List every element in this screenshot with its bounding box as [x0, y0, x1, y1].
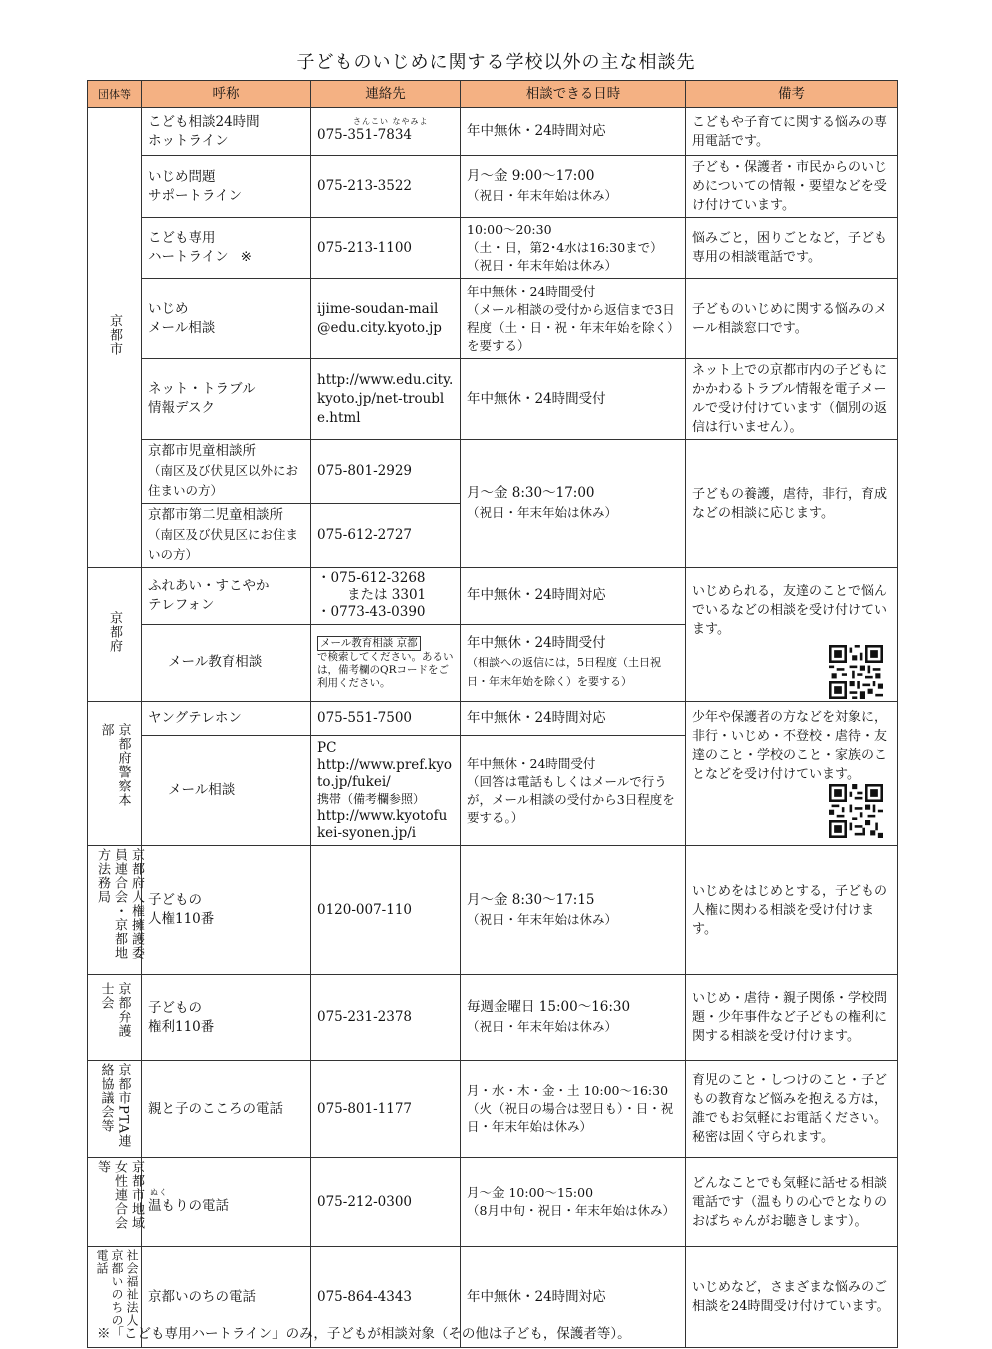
table-row — [88, 156, 898, 218]
hours-line: 毎週金曜日 15:00～16:30 — [467, 999, 631, 1015]
name-line: ホットライン — [148, 132, 229, 149]
table-row — [88, 108, 898, 156]
name-cell — [142, 108, 311, 156]
hours-line: 月～金 9:00～17:00 — [467, 168, 595, 184]
table-row — [88, 702, 898, 736]
table-row — [88, 1061, 898, 1158]
hours-cell — [461, 218, 686, 279]
hours-line: 月～金 8:30～17:00 — [467, 485, 595, 501]
email-line: @edu.city.kyoto.jp — [317, 319, 442, 336]
notes-cell — [686, 702, 898, 846]
name-cell — [142, 359, 311, 440]
org-label: 京都市地域女性連合会等 — [95, 1160, 144, 1230]
table-row — [88, 218, 898, 279]
name-line: ネット・トラブル — [148, 381, 256, 397]
notes-cell: こどもや子育てに関する悩みの専用電話です。 — [686, 108, 898, 156]
hours-line: （8月中旬・祝日・年末年始は休み） — [467, 1203, 675, 1218]
contact-cell: 075-864-4343 — [311, 1247, 461, 1348]
hours-line: （祝日・年末年始は休み） — [467, 1019, 618, 1034]
org-cell-police — [88, 702, 142, 846]
hours-cell: 年中無休・24時間対応 — [461, 108, 686, 156]
contact-cell — [311, 736, 461, 846]
notes-cell: どんなことでも気軽に話せる相談電話です（温もりの心でとなりのおばちゃんがお聴きします）。 — [686, 1158, 898, 1247]
name-cell — [142, 1158, 311, 1247]
hours-line: （メール相談の受付から返信まで3日程度（土・日・祝・年末年始を除く）を要する） — [467, 301, 675, 353]
org-label: 京都弁護士会 — [98, 981, 131, 1038]
name-line: 子どもの — [148, 999, 202, 1016]
contact-cell: 0120-007-110 — [311, 846, 461, 975]
hours-line: （回答は電話もしくはメールで行うが，メール相談の受付から3日程度を要する。） — [467, 773, 675, 825]
contact-line: 携帯（備考欄参照） — [317, 791, 426, 806]
notes-cell: いじめ・虐待・親子関係・学校問題・少年事件など子どもの権利に関する相談を受け付けます。 — [686, 975, 898, 1061]
name-line: こども相談24時間 — [148, 113, 260, 130]
org-label: 社会福祉法人京都いのちの電話 — [95, 1249, 139, 1327]
contact-line: PC — [317, 739, 337, 756]
name-line: いじめ — [148, 300, 189, 317]
hours-cell — [461, 624, 686, 701]
hours-cell — [461, 279, 686, 359]
hours-line: （祝日・年末年始は休み） — [467, 188, 618, 203]
name-line: 温もりの電話 — [148, 1197, 229, 1214]
contact-cell — [311, 108, 461, 156]
notes-cell: 子ども・保護者・市民からのいじめについての情報・要望などを受け付けています。 — [686, 156, 898, 218]
name-line: 権利110番 — [148, 1018, 215, 1035]
name-line: 京都市第二児童相談所 — [148, 507, 283, 523]
name-line: 京都市児童相談所 — [148, 443, 256, 459]
notes-cell: 育児のこと・しつけのこと・子どもの教育など悩みを抱える方は，誰でもお気軽にお電話ください。秘密は固く守られます。 — [686, 1061, 898, 1158]
header-contact: 連絡先 — [311, 81, 461, 108]
name-line: メール相談 — [148, 319, 216, 336]
hours-cell — [461, 736, 686, 846]
ruby-text: さんこい なやみよ — [353, 117, 429, 126]
table-header-row — [88, 81, 898, 108]
hours-cell: 年中無休・24時間受付 — [461, 359, 686, 440]
name-line: （南区及び伏見区以外にお住まいの方） — [148, 463, 299, 498]
hours-line: 年中無休・24時間受付 — [467, 635, 606, 652]
hours-cell — [461, 1061, 686, 1158]
table-row — [88, 279, 898, 359]
hours-line: 年中無休・24時間受付 — [467, 283, 596, 299]
consultation-table — [87, 80, 898, 1348]
table-row — [88, 975, 898, 1061]
org-label: 京都市PTA連絡協議会等 — [98, 1063, 131, 1149]
phone-number: 075-351-7834 — [317, 127, 413, 143]
org-label: 京都府警察本部 — [98, 722, 131, 807]
name-cell: 京都いのちの電話 — [142, 1247, 311, 1348]
table-row — [88, 440, 898, 504]
table-row — [88, 568, 898, 625]
notes-text: 少年や保護者の方などを対象に，非行・いじめ・不登校・虐待・友達のこと・学校のこと・家族のことなどを受け付けています。 — [692, 710, 888, 782]
name-cell: メール相談 — [142, 736, 311, 846]
name-cell: ヤングテレホン — [142, 702, 311, 736]
name-line: こども専用 — [148, 230, 216, 246]
name-line: 人権110番 — [148, 911, 215, 927]
contact-cell: 075-212-0300 — [311, 1158, 461, 1247]
notes-text: いじめられる，友達のことで悩んでいるなどの相談を受け付けています。 — [692, 584, 888, 637]
name-cell: メール教育相談 — [142, 624, 311, 701]
name-line: いじめ問題 — [148, 168, 216, 185]
notes-cell: 子どもの養護，虐待，非行，育成などの相談に応じます。 — [686, 440, 898, 568]
phone-number: ・0773-43-0390 — [317, 604, 426, 621]
name-line: サポートライン — [148, 187, 243, 204]
contact-cell: 075-801-2929 — [311, 440, 461, 504]
name-cell — [142, 504, 311, 568]
notes-cell: いじめをはじめとする，子どもの人権に関わる相談を受け付けます。 — [686, 846, 898, 975]
org-cell-kyoto-pref — [88, 568, 142, 702]
hours-line: （祝日・年末年始は休み） — [467, 505, 618, 520]
notes-cell: ネット上での京都市内の子どもにかかわるトラブル情報を電子メールで受け付けています（個別の返信は行いません）。 — [686, 359, 898, 440]
hours-line: 年中無休・24時間受付 — [467, 755, 596, 771]
phone-number: ・075-612-3268 — [317, 570, 426, 587]
org-cell-rights — [88, 846, 142, 975]
contact-cell — [311, 624, 461, 701]
org-label: 京都市 — [107, 313, 122, 356]
hours-line: （相談への返信には，5日程度（土日祝日・年末年始を除く）を要する） — [467, 656, 661, 689]
email-line: ijime-soudan-mail — [317, 300, 439, 317]
hours-line: 月・水・木・金・土 10:00～16:30 — [467, 1083, 669, 1098]
name-cell — [142, 218, 311, 279]
name-line: テレフォン — [148, 596, 215, 613]
hours-cell — [461, 440, 686, 568]
name-line: 情報デスク — [148, 400, 215, 416]
table-row — [88, 846, 898, 975]
contact-cell — [311, 568, 461, 625]
search-keyword-box: メール教育相談 京都 — [317, 636, 421, 651]
org-cell-bar — [88, 975, 142, 1061]
name-cell: 親と子のこころの電話 — [142, 1061, 311, 1158]
contact-cell: 075-213-1100 — [311, 218, 461, 279]
name-line: ハートライン — [148, 249, 229, 265]
name-cell — [142, 440, 311, 504]
page-title: 子どものいじめに関する学校以外の主な相談先 — [296, 52, 696, 73]
notes-cell — [686, 568, 898, 702]
hours-line: （火（祝日の場合は翌日も）・日・祝日・年末年始は休み） — [467, 1101, 674, 1134]
contact-cell: 075-612-2727 — [311, 504, 461, 568]
name-line: ふれあい・すこやか — [148, 577, 270, 594]
hours-line: （土・日，第2･4水は16:30まで） — [467, 240, 663, 255]
hours-cell: 年中無休・24時間対応 — [461, 568, 686, 625]
hours-line: 10:00～20:30 — [467, 222, 552, 237]
header-org: 団体等 — [88, 81, 142, 108]
hours-cell — [461, 846, 686, 975]
contact-cell — [311, 279, 461, 359]
hours-cell — [461, 156, 686, 218]
name-line: 子どもの — [148, 892, 202, 908]
name-cell — [142, 846, 311, 975]
table-row — [88, 359, 898, 440]
hours-line: （祝日・年末年始は休み） — [467, 258, 618, 273]
hours-cell: 年中無休・24時間対応 — [461, 1247, 686, 1348]
hours-line: （祝日・年末年始は休み） — [467, 911, 618, 927]
name-line: （南区及び伏見区にお住まいの方） — [148, 527, 299, 562]
contact-cell: 075-213-3522 — [311, 156, 461, 218]
note-mark: ※ — [240, 249, 252, 265]
header-notes: 備考 — [686, 81, 898, 108]
footnote: ※「こども専用ハートライン」のみ，子どもが相談対象（その他は子ども，保護者等）。 — [97, 1326, 631, 1342]
name-cell — [142, 568, 311, 625]
hours-cell — [461, 975, 686, 1061]
name-cell — [142, 279, 311, 359]
hours-cell — [461, 1158, 686, 1247]
org-cell-women — [88, 1158, 142, 1247]
org-cell-kyoto-city — [88, 108, 142, 568]
name-cell — [142, 975, 311, 1061]
notes-cell: 子どものいじめに関する悩みのメール相談窓口です。 — [686, 279, 898, 359]
hours-line: 月～金 10:00～15:00 — [467, 1185, 594, 1200]
contact-cell: 075-551-7500 — [311, 702, 461, 736]
name-cell — [142, 156, 311, 218]
org-cell-pta — [88, 1061, 142, 1158]
org-label: 京都府 — [107, 610, 122, 653]
qr-code-icon[interactable] — [829, 784, 883, 838]
ruby-text: ぬく — [150, 1187, 168, 1197]
org-label: 京都府人権擁護委員連合会・京都地方法務局 — [95, 848, 144, 960]
notes-cell: いじめなど，さまざまな悩みのご相談を24時間受け付けています。 — [686, 1247, 898, 1348]
notes-cell: 悩みごと，困りごとなど，子ども専用の相談電話です。 — [686, 218, 898, 279]
header-hours: 相談できる日時 — [461, 81, 686, 108]
hours-cell: 年中無休・24時間対応 — [461, 702, 686, 736]
url-line: http://www.kyotofukei-syonen.jp/i — [317, 807, 448, 841]
header-name: 呼称 — [142, 81, 311, 108]
qr-code-icon[interactable] — [829, 645, 883, 699]
contact-cell: 075-801-1177 — [311, 1061, 461, 1158]
contact-cell: http://www.edu.city.kyoto.jp/net-trouble.html — [311, 359, 461, 440]
url-line: http://www.pref.kyoto.jp/fukei/ — [317, 756, 453, 790]
phone-number: または 3301 — [347, 587, 427, 604]
contact-text: で検索してください。あるいは，備考欄のQRコードをご利用ください。 — [317, 650, 454, 689]
hours-line: 月～金 8:30～17:15 — [467, 891, 595, 908]
contact-cell: 075-231-2378 — [311, 975, 461, 1061]
table-row — [88, 1158, 898, 1247]
